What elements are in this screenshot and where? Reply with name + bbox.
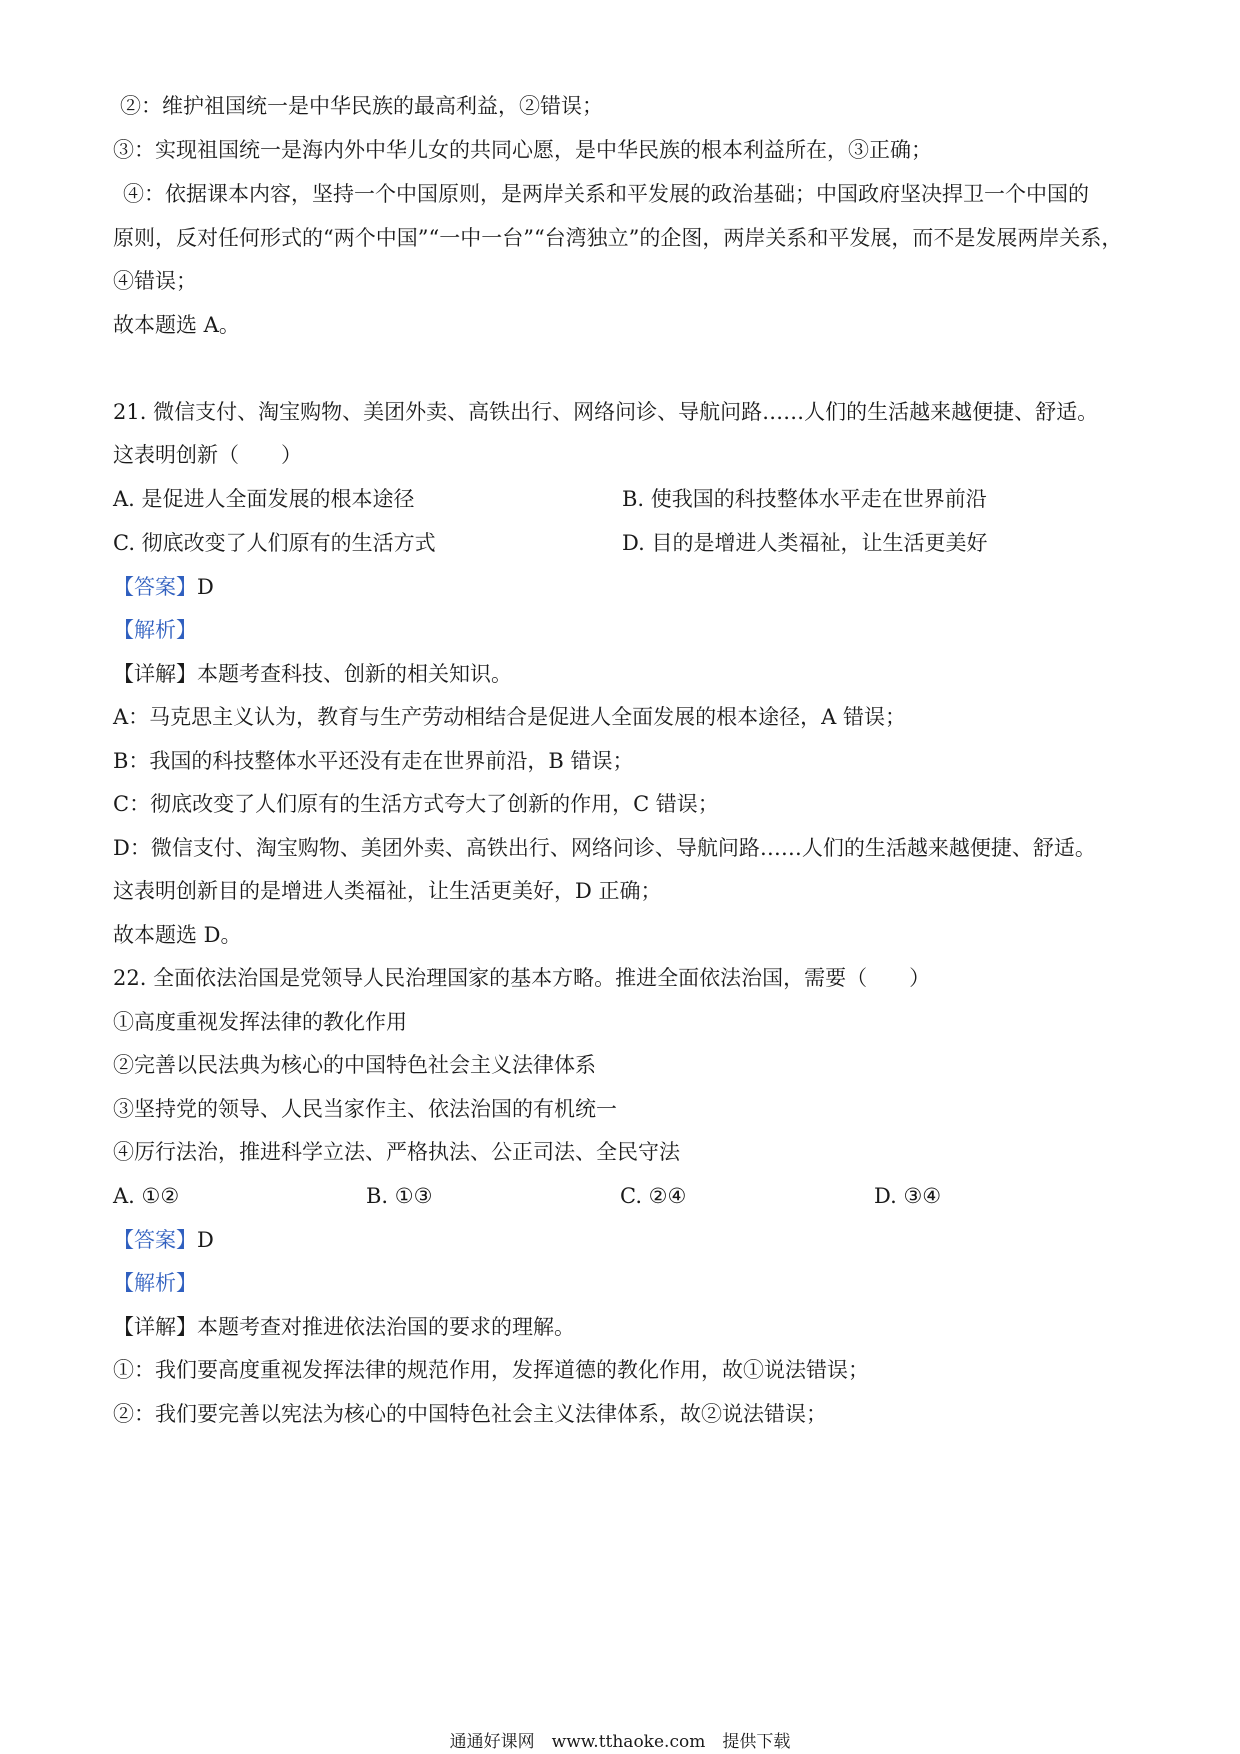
prev-explanation-line: 原则，反对任何形式的“两个中国”“一中一台”“台湾独立”的企图，两岸关系和平发展，而不是发展两岸关系，	[113, 226, 1123, 250]
q21-explanation-b: B：我国的科技整体水平还没有走在世界前沿，B 错误；	[113, 749, 634, 773]
q21-analysis-tag: 【解析】	[113, 618, 197, 642]
page-footer: 通通好课网 www.tthaoke.com 提供下载	[449, 1732, 791, 1752]
q22-statement-3: ③坚持党的领导、人民当家作主、依法治国的有机统一	[113, 1097, 617, 1121]
q22-statement-2: ②完善以民法典为核心的中国特色社会主义法律体系	[113, 1053, 596, 1077]
q21-conclusion: 故本题选 D。	[113, 923, 242, 947]
prev-explanation-line: ④错误；	[113, 269, 197, 293]
q21-explanation-d: D：微信支付、淘宝购物、美团外卖、高铁出行、网络问诊、导航问路……人们的生活越来越便捷、舒适。	[113, 836, 1096, 860]
q21-stem-cont: 这表明创新（ ）	[113, 443, 302, 467]
q22-detail: 【详解】本题考查对推进依法治国的要求的理解。	[113, 1315, 575, 1339]
prev-explanation-line: ③：实现祖国统一是海内外中华儿女的共同心愿，是中华民族的根本利益所在，③正确；	[113, 138, 932, 162]
answer-value: D	[197, 575, 214, 599]
q21-option-d: D. 目的是增进人类福祉，让生活更美好	[622, 531, 988, 555]
q21-explanation-d-cont: 这表明创新目的是增进人类福祉，让生活更美好，D 正确；	[113, 879, 662, 903]
q22-statement-4: ④厉行法治，推进科学立法、严格执法、公正司法、全民守法	[113, 1140, 680, 1164]
q21-option-a: A. 是促进人全面发展的根本途径	[113, 487, 415, 511]
q21-stem: 21. 微信支付、淘宝购物、美团外卖、高铁出行、网络问诊、导航问路……人们的生活越来越便捷、舒适。	[113, 400, 1099, 424]
q22-option-b: B. ①③	[366, 1184, 433, 1208]
q22-explanation-1: ①：我们要高度重视发挥法律的规范作用，发挥道德的教化作用，故①说法错误；	[113, 1358, 869, 1382]
answer-tag: 【答案】	[113, 575, 197, 599]
q21-option-c: C. 彻底改变了人们原有的生活方式	[113, 531, 436, 555]
prev-conclusion: 故本题选 A。	[113, 313, 240, 337]
q21-detail: 【详解】本题考查科技、创新的相关知识。	[113, 662, 512, 686]
q21-explanation-a: A：马克思主义认为，教育与生产劳动相结合是促进人全面发展的根本途径，A 错误；	[113, 705, 907, 729]
q21-option-b: B. 使我国的科技整体水平走在世界前沿	[622, 487, 987, 511]
prev-explanation-line: ④：依据课本内容，坚持一个中国原则，是两岸关系和平发展的政治基础；中国政府坚决捍卫一个中国的	[123, 182, 1089, 206]
q22-option-c: C. ②④	[620, 1184, 687, 1208]
answer-value: D	[197, 1228, 214, 1252]
q22-analysis-tag: 【解析】	[113, 1271, 197, 1295]
q22-stem: 22. 全面依法治国是党领导人民治理国家的基本方略。推进全面依法治国，需要（ ）	[113, 966, 931, 990]
prev-explanation-line: ②：维护祖国统一是中华民族的最高利益，②错误；	[120, 94, 603, 118]
answer-tag: 【答案】	[113, 1228, 197, 1252]
q22-explanation-2: ②：我们要完善以宪法为核心的中国特色社会主义法律体系，故②说法错误；	[113, 1402, 827, 1426]
q21-explanation-c: C：彻底改变了人们原有的生活方式夸大了创新的作用，C 错误；	[113, 792, 719, 816]
q22-option-a: A. ①②	[113, 1184, 180, 1208]
q22-option-d: D. ③④	[874, 1184, 942, 1208]
q22-statement-1: ①高度重视发挥法律的教化作用	[113, 1010, 407, 1034]
q22-answer	[113, 1225, 1140, 1255]
q21-answer	[113, 572, 1140, 602]
